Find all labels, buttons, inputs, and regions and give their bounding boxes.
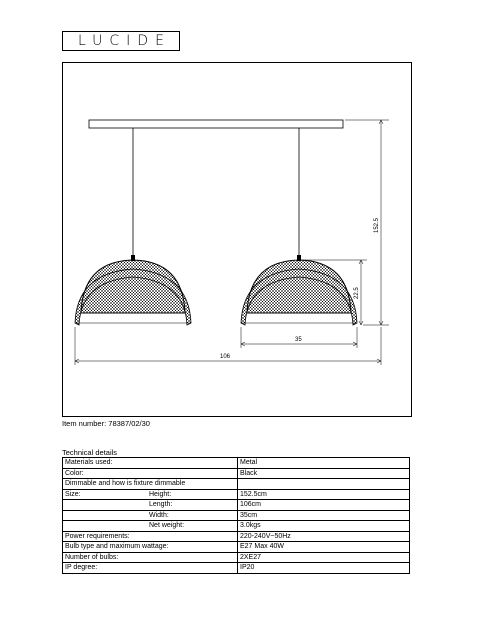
dimension-total-height — [345, 120, 389, 325]
spec-value: 152.5cm — [238, 489, 410, 500]
spec-value: 220-240V~50Hz — [238, 531, 410, 542]
spec-value: Black — [238, 468, 410, 479]
pendant-shade-right — [241, 255, 357, 325]
ceiling-bar — [89, 120, 343, 128]
spec-value: E27 Max 40W — [238, 542, 410, 553]
spec-group-label: Size: — [65, 490, 81, 498]
dimension-shade-width-label: 35 — [295, 337, 302, 343]
technical-details-table — [62, 457, 410, 574]
spec-label: Dimmable and how is fixture dimmable — [63, 479, 238, 490]
dimension-total-height-label: 152.5 — [374, 217, 380, 233]
table-row — [63, 531, 410, 542]
dimension-shade-height-label: 22.5 — [354, 287, 360, 299]
spec-value: 2XE27 — [238, 552, 410, 563]
product-drawing — [62, 62, 412, 417]
spec-sub-label: Width: — [149, 511, 169, 519]
dimension-length-label: 106 — [220, 354, 231, 360]
spec-value: 106cm — [238, 500, 410, 511]
spec-value: Metal — [238, 458, 410, 469]
spec-label: Color: — [63, 468, 238, 479]
spec-sub-label: Height: — [149, 490, 172, 498]
spec-label: Power requirements: — [63, 531, 238, 542]
spec-label: Materials used: — [63, 458, 238, 469]
spec-sub-label: Length: — [149, 501, 173, 508]
table-row — [63, 468, 410, 479]
table-row — [63, 510, 410, 521]
spec-label — [63, 521, 238, 532]
spec-value: 3.0kgs — [238, 521, 410, 532]
spec-value: IP20 — [238, 563, 410, 574]
brand-logo: LUCIDE — [62, 31, 180, 51]
spec-value: 35cm — [238, 510, 410, 521]
table-row — [63, 458, 410, 469]
item-number: Item number: 78387/02/30 — [62, 419, 150, 428]
table-row — [63, 489, 410, 500]
table-row — [63, 542, 410, 553]
spec-label: IP degree: — [63, 563, 238, 574]
pendant-shade-left — [75, 255, 191, 325]
spec-label — [63, 489, 238, 500]
table-row — [63, 500, 410, 511]
spec-value — [238, 479, 410, 490]
spec-label — [63, 500, 238, 511]
table-row — [63, 479, 410, 490]
table-row — [63, 552, 410, 563]
table-row — [63, 521, 410, 532]
spec-sub-label: Net weight: — [149, 522, 185, 529]
spec-label: Bulb type and maximum wattage: — [63, 542, 238, 553]
spec-label — [63, 510, 238, 521]
table-row — [63, 563, 410, 574]
technical-details-title: Technical details — [62, 448, 118, 457]
spec-label: Number of bulbs: — [63, 552, 238, 563]
